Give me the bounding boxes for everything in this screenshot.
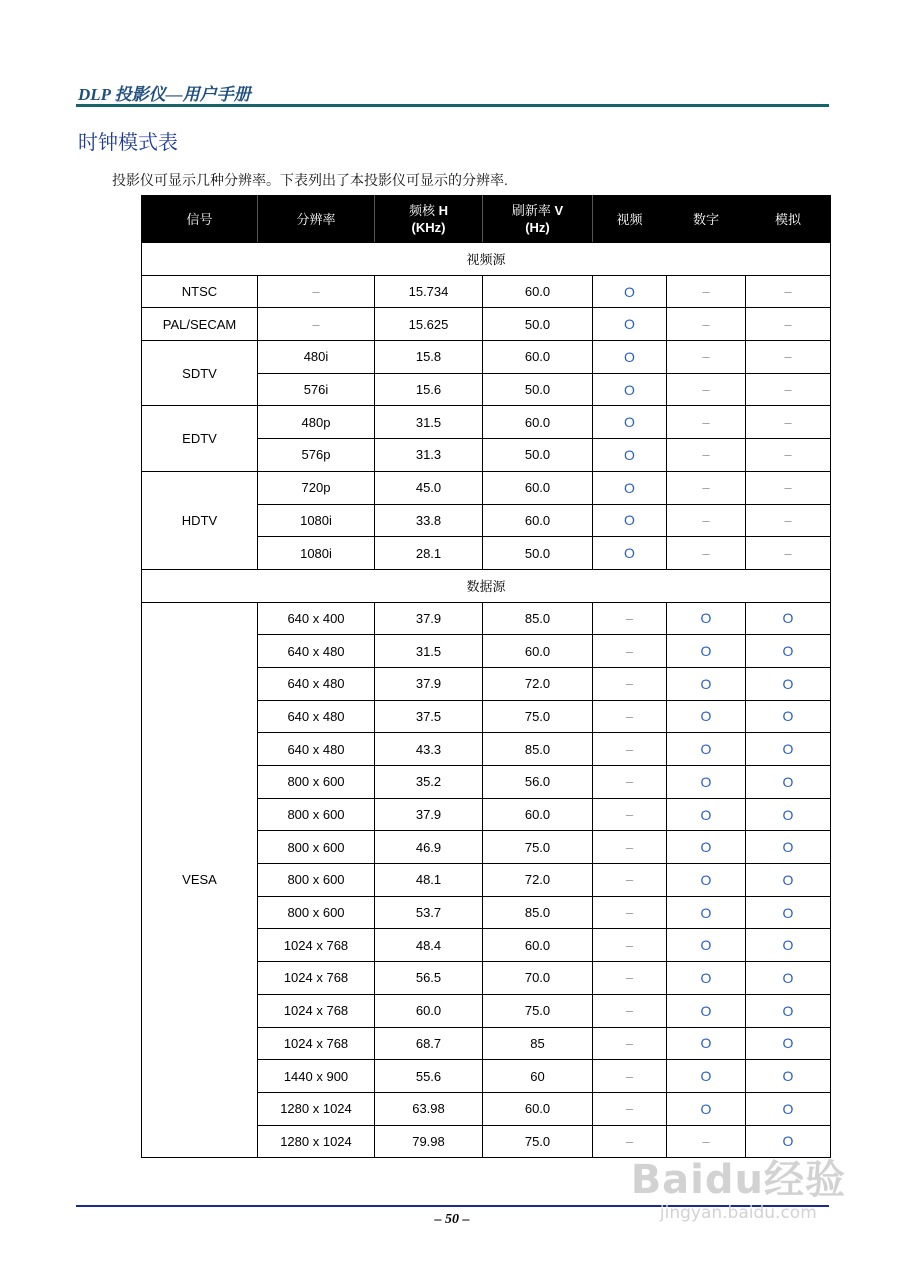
resolution-cell: – — [258, 308, 375, 341]
digital-support-cell: – — [667, 537, 746, 570]
digital-support-cell: O — [667, 1092, 746, 1125]
analog-support-cell: – — [746, 275, 831, 308]
v-freq-cell: 60.0 — [483, 341, 593, 374]
video-support-cell: O — [593, 406, 667, 439]
analog-support-cell: – — [746, 471, 831, 504]
header-digital: 数字 — [667, 196, 746, 243]
v-freq-cell: 60.0 — [483, 1092, 593, 1125]
h-freq-cell: 53.7 — [375, 896, 483, 929]
digital-support-cell: O — [667, 733, 746, 766]
video-support-cell: – — [593, 766, 667, 799]
watermark-url: jingyan.baidu.com — [659, 1203, 817, 1223]
resolution-cell: 480p — [258, 406, 375, 439]
analog-support-cell: O — [746, 896, 831, 929]
watermark-logo: Baidu经验 — [630, 1157, 846, 1203]
resolution-cell: 640 x 400 — [258, 602, 375, 635]
resolution-cell: 1024 x 768 — [258, 929, 375, 962]
analog-support-cell: O — [746, 929, 831, 962]
resolution-cell: 1024 x 768 — [258, 962, 375, 995]
digital-support-cell: – — [667, 471, 746, 504]
h-freq-cell: 31.3 — [375, 439, 483, 472]
h-freq-cell: 37.5 — [375, 700, 483, 733]
data-section-row-label: 数据源 — [142, 569, 831, 602]
h-freq-cell: 15.8 — [375, 341, 483, 374]
h-freq-cell: 31.5 — [375, 635, 483, 668]
h-freq-cell: 63.98 — [375, 1092, 483, 1125]
video-support-cell: O — [593, 537, 667, 570]
v-freq-cell: 60.0 — [483, 929, 593, 962]
digital-support-cell: O — [667, 831, 746, 864]
intro-text: 投影仪可显示几种分辨率。下表列出了本投影仪可显示的分辨率. — [112, 172, 508, 188]
resolution-cell: 800 x 600 — [258, 896, 375, 929]
h-freq-cell: 48.1 — [375, 864, 483, 897]
analog-support-cell: – — [746, 537, 831, 570]
video-support-cell: – — [593, 1060, 667, 1093]
v-freq-cell: 75.0 — [483, 1125, 593, 1158]
header-analog: 模拟 — [746, 196, 831, 243]
header-title: DLP 投影仪—用户手册 — [78, 85, 251, 104]
video-support-cell: – — [593, 929, 667, 962]
h-freq-cell: 35.2 — [375, 766, 483, 799]
digital-support-cell: O — [667, 896, 746, 929]
video-support-cell: – — [593, 700, 667, 733]
analog-support-cell: O — [746, 798, 831, 831]
header-resolution: 分辨率 — [258, 196, 375, 243]
table-row — [142, 602, 831, 635]
video-support-cell: O — [593, 373, 667, 406]
resolution-cell: 480i — [258, 341, 375, 374]
v-freq-cell: 56.0 — [483, 766, 593, 799]
digital-support-cell: O — [667, 962, 746, 995]
digital-support-cell: O — [667, 700, 746, 733]
resolution-cell: 640 x 480 — [258, 700, 375, 733]
h-freq-cell: 15.734 — [375, 275, 483, 308]
analog-support-cell: O — [746, 700, 831, 733]
signal-cell: EDTV — [142, 406, 258, 471]
resolution-cell: 720p — [258, 471, 375, 504]
resolution-cell: 1080i — [258, 504, 375, 537]
video-support-cell: – — [593, 831, 667, 864]
resolution-cell: 1024 x 768 — [258, 994, 375, 1027]
header-v-unit-letter: V — [554, 203, 564, 218]
digital-support-cell: – — [667, 439, 746, 472]
analog-support-cell: O — [746, 1092, 831, 1125]
header-h-freq — [375, 196, 483, 243]
analog-support-cell: O — [746, 766, 831, 799]
video-section-row — [142, 243, 831, 276]
h-freq-cell: 46.9 — [375, 831, 483, 864]
signal-cell: HDTV — [142, 471, 258, 569]
resolution-cell: 640 x 480 — [258, 667, 375, 700]
video-support-cell: – — [593, 798, 667, 831]
v-freq-cell: 50.0 — [483, 308, 593, 341]
resolution-cell: 1440 x 900 — [258, 1060, 375, 1093]
h-freq-cell: 56.5 — [375, 962, 483, 995]
h-freq-cell: 43.3 — [375, 733, 483, 766]
resolution-cell: 1280 x 1024 — [258, 1092, 375, 1125]
v-freq-cell: 70.0 — [483, 962, 593, 995]
table-header-row — [142, 196, 831, 243]
v-freq-cell: 75.0 — [483, 831, 593, 864]
v-freq-cell: 85 — [483, 1027, 593, 1060]
analog-support-cell: O — [746, 635, 831, 668]
resolution-cell: 576p — [258, 439, 375, 472]
v-freq-cell: 75.0 — [483, 700, 593, 733]
video-support-cell: – — [593, 896, 667, 929]
analog-support-cell: O — [746, 1027, 831, 1060]
digital-support-cell: O — [667, 667, 746, 700]
h-freq-cell: 15.625 — [375, 308, 483, 341]
signal-cell: VESA — [142, 602, 258, 1158]
v-freq-cell: 60.0 — [483, 798, 593, 831]
digital-support-cell: – — [667, 504, 746, 537]
signal-cell: SDTV — [142, 341, 258, 406]
video-support-cell: O — [593, 275, 667, 308]
digital-support-cell: O — [667, 994, 746, 1027]
v-freq-cell: 85.0 — [483, 733, 593, 766]
watermark — [631, 1148, 846, 1223]
digital-support-cell: – — [667, 341, 746, 374]
video-section-row-label: 视频源 — [142, 243, 831, 276]
video-support-cell: – — [593, 864, 667, 897]
digital-support-cell: O — [667, 798, 746, 831]
analog-support-cell: O — [746, 667, 831, 700]
v-freq-cell: 60.0 — [483, 471, 593, 504]
digital-support-cell: O — [667, 864, 746, 897]
digital-support-cell: – — [667, 373, 746, 406]
h-freq-cell: 15.6 — [375, 373, 483, 406]
v-freq-cell: 72.0 — [483, 667, 593, 700]
digital-support-cell: O — [667, 929, 746, 962]
h-freq-cell: 37.9 — [375, 798, 483, 831]
resolution-cell: 800 x 600 — [258, 864, 375, 897]
analog-support-cell: O — [746, 733, 831, 766]
video-support-cell: – — [593, 635, 667, 668]
section-title: 时钟模式表 — [78, 132, 178, 154]
analog-support-cell: O — [746, 1060, 831, 1093]
analog-support-cell: O — [746, 831, 831, 864]
h-freq-cell: 37.9 — [375, 667, 483, 700]
resolution-cell: 800 x 600 — [258, 798, 375, 831]
resolution-cell: – — [258, 275, 375, 308]
h-freq-cell: 60.0 — [375, 994, 483, 1027]
header-v-unit: (Hz) — [525, 220, 550, 235]
video-support-cell: O — [593, 471, 667, 504]
h-freq-cell: 31.5 — [375, 406, 483, 439]
header-signal: 信号 — [142, 196, 258, 243]
header-v-freq — [483, 196, 593, 243]
digital-support-cell: – — [667, 308, 746, 341]
h-freq-cell: 79.98 — [375, 1125, 483, 1158]
header-h-unit-letter: H — [438, 203, 448, 218]
signal-cell: NTSC — [142, 275, 258, 308]
digital-support-cell: – — [667, 275, 746, 308]
digital-support-cell: O — [667, 766, 746, 799]
v-freq-cell: 60.0 — [483, 275, 593, 308]
v-freq-cell: 60.0 — [483, 635, 593, 668]
video-support-cell: – — [593, 1092, 667, 1125]
video-support-cell: O — [593, 308, 667, 341]
analog-support-cell: O — [746, 602, 831, 635]
video-support-cell: O — [593, 504, 667, 537]
table-row — [142, 275, 831, 308]
h-freq-cell: 33.8 — [375, 504, 483, 537]
analog-support-cell: – — [746, 373, 831, 406]
v-freq-cell: 75.0 — [483, 994, 593, 1027]
resolution-cell: 640 x 480 — [258, 733, 375, 766]
digital-support-cell: O — [667, 1027, 746, 1060]
video-support-cell: – — [593, 994, 667, 1027]
video-support-cell: – — [593, 1125, 667, 1158]
resolution-cell: 800 x 600 — [258, 831, 375, 864]
analog-support-cell: O — [746, 1125, 831, 1158]
data-section-row — [142, 569, 831, 602]
analog-support-cell: – — [746, 439, 831, 472]
table-body — [142, 243, 831, 1158]
v-freq-cell: 85.0 — [483, 896, 593, 929]
resolution-cell: 1080i — [258, 537, 375, 570]
v-freq-cell: 50.0 — [483, 373, 593, 406]
v-freq-cell: 60.0 — [483, 504, 593, 537]
header-v-label: 刷新率 — [511, 203, 555, 218]
table-row — [142, 406, 831, 439]
video-support-cell: O — [593, 341, 667, 374]
video-support-cell: O — [593, 439, 667, 472]
v-freq-cell: 50.0 — [483, 537, 593, 570]
h-freq-cell: 37.9 — [375, 602, 483, 635]
header-rule — [76, 104, 829, 107]
digital-support-cell: O — [667, 602, 746, 635]
analog-support-cell: O — [746, 994, 831, 1027]
header-h-label: 频核 — [408, 203, 439, 218]
video-support-cell: – — [593, 962, 667, 995]
resolution-cell: 1024 x 768 — [258, 1027, 375, 1060]
video-support-cell: – — [593, 602, 667, 635]
v-freq-cell: 60 — [483, 1060, 593, 1093]
table-row — [142, 471, 831, 504]
analog-support-cell: – — [746, 341, 831, 374]
video-support-cell: – — [593, 733, 667, 766]
digital-support-cell: O — [667, 1060, 746, 1093]
digital-support-cell: – — [667, 1125, 746, 1158]
analog-support-cell: – — [746, 406, 831, 439]
analog-support-cell: O — [746, 962, 831, 995]
digital-support-cell: – — [667, 406, 746, 439]
signal-cell: PAL/SECAM — [142, 308, 258, 341]
table-row — [142, 308, 831, 341]
header-video: 视频 — [593, 196, 667, 243]
h-freq-cell: 28.1 — [375, 537, 483, 570]
analog-support-cell: – — [746, 504, 831, 537]
v-freq-cell: 60.0 — [483, 406, 593, 439]
h-freq-cell: 45.0 — [375, 471, 483, 504]
resolution-cell: 576i — [258, 373, 375, 406]
v-freq-cell: 72.0 — [483, 864, 593, 897]
v-freq-cell: 85.0 — [483, 602, 593, 635]
v-freq-cell: 50.0 — [483, 439, 593, 472]
h-freq-cell: 55.6 — [375, 1060, 483, 1093]
h-freq-cell: 68.7 — [375, 1027, 483, 1060]
video-support-cell: – — [593, 667, 667, 700]
page-number: – 50 – — [434, 1212, 470, 1227]
h-freq-cell: 48.4 — [375, 929, 483, 962]
timing-mode-table — [141, 195, 831, 1158]
analog-support-cell: O — [746, 864, 831, 897]
analog-support-cell: – — [746, 308, 831, 341]
header-h-unit: (KHz) — [411, 220, 446, 235]
table-row — [142, 341, 831, 374]
resolution-cell: 800 x 600 — [258, 766, 375, 799]
video-support-cell: – — [593, 1027, 667, 1060]
resolution-cell: 1280 x 1024 — [258, 1125, 375, 1158]
digital-support-cell: O — [667, 635, 746, 668]
resolution-cell: 640 x 480 — [258, 635, 375, 668]
